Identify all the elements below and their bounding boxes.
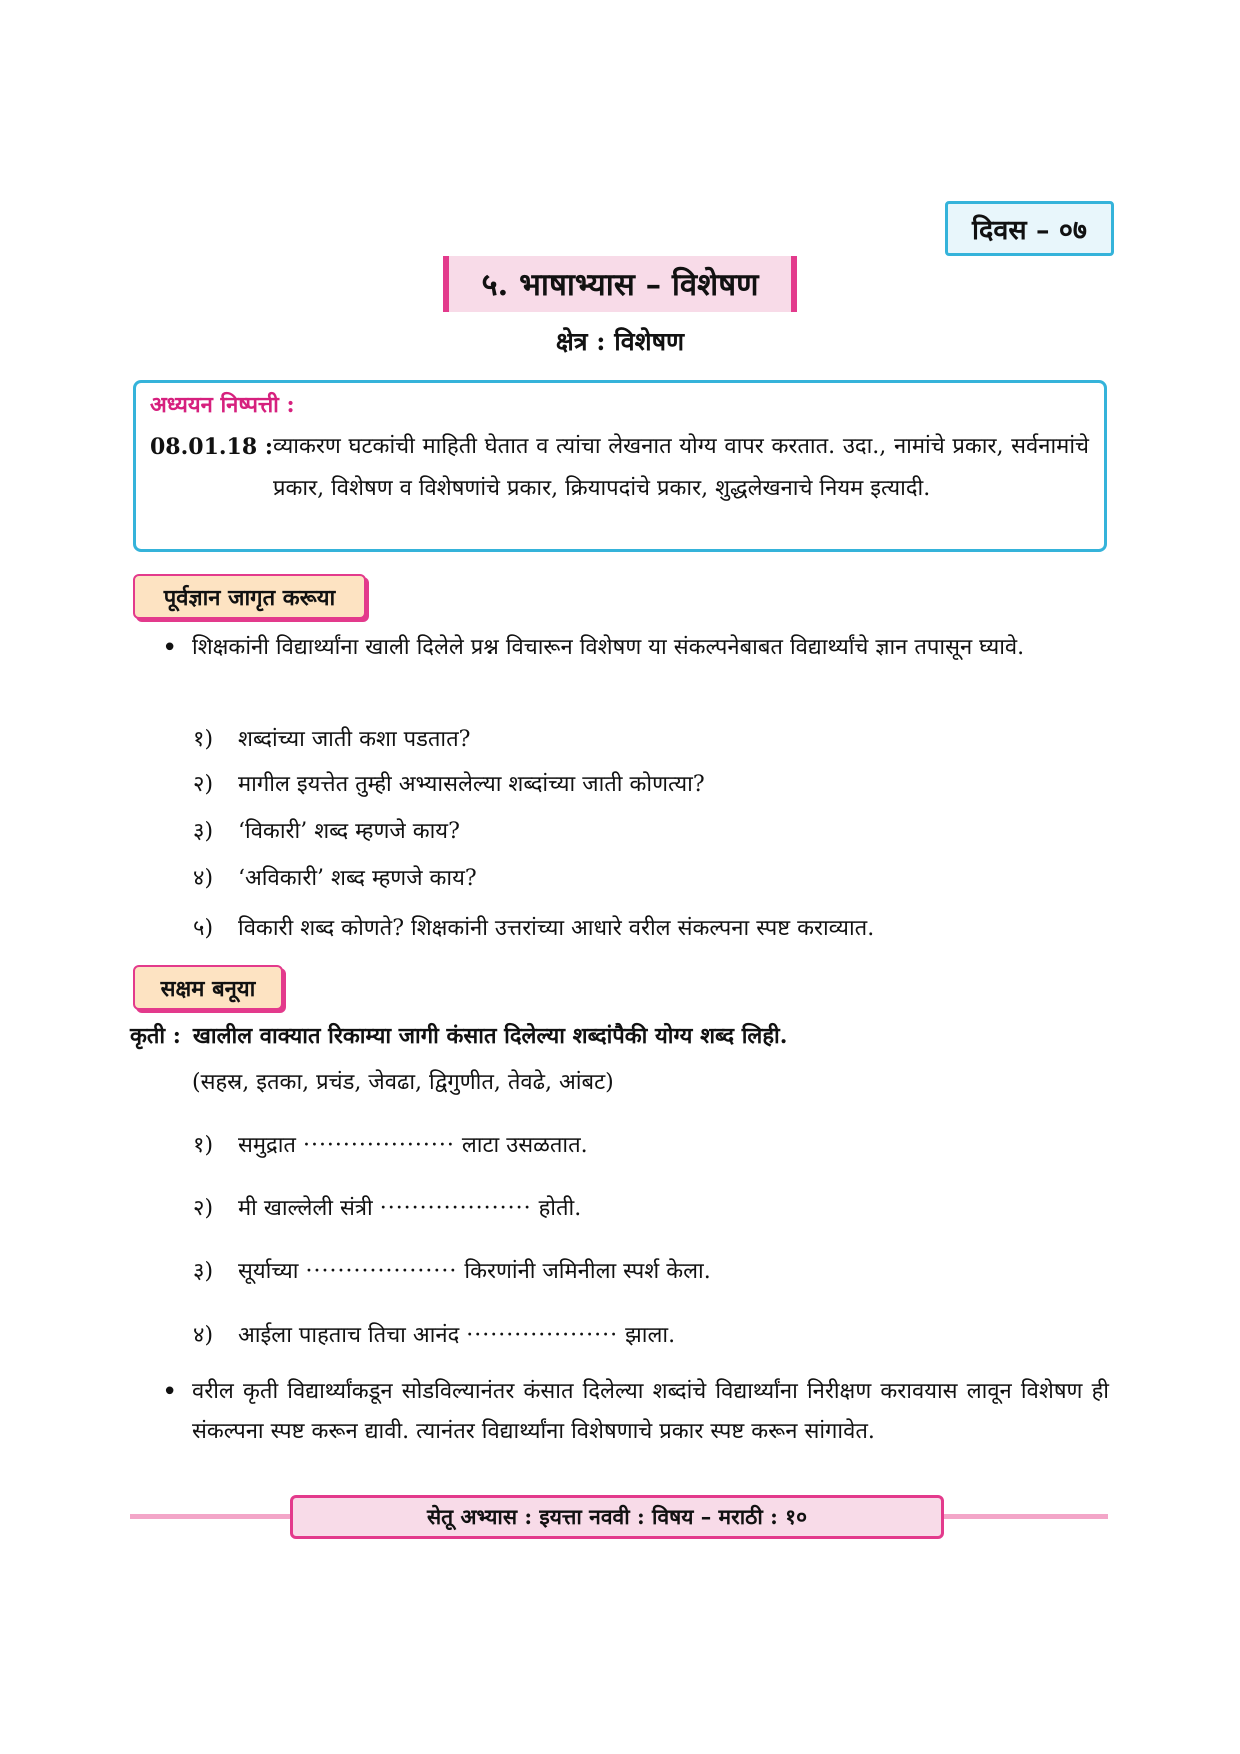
bullet: • bbox=[162, 633, 178, 663]
fill-blank-sentence: सूर्याच्या ··················· किरणांनी जमिनीला स्पर्श केला. bbox=[238, 1259, 711, 1284]
task-instruction bbox=[130, 1020, 787, 1050]
learning-outcome-text: व्याकरण घटकांची माहिती घेतात व त्यांचा लेखनात योग्य वापर करतात. उदा., नामांचे प्रकार, सर्वनामांचे प्रकार, विशेषण व विशेषणांचे प्रकार, क्रियापदांचे प्रकार, शुद्धलेखनाचे नियम इत्यादी. bbox=[273, 434, 1089, 501]
question-number: ४) bbox=[193, 866, 214, 891]
question-number: २) bbox=[193, 772, 214, 797]
day-label: दिवस – ०७ bbox=[945, 201, 1114, 256]
question-number: ३) bbox=[193, 819, 214, 844]
blank: ··················· bbox=[305, 1259, 458, 1284]
area-heading: क्षेत्र : विशेषण bbox=[555, 327, 685, 356]
question-text: शब्दांच्या जाती कशा पडतात? bbox=[238, 727, 471, 752]
teacher-note: वरील कृती विद्यार्थ्यांकडून सोडविल्यानंतर कंसात दिलेल्या शब्दांचे विद्यार्थ्यांना निरीक्षण करावयास लावून विशेषण ही संकल्पना स्पष्ट करून द्यावी. त्यानंतर विद्यार्थ्यांना विशेषणाचे प्रकार स्पष्ट करून सांगावेत. bbox=[192, 1379, 1109, 1444]
fill-blank-sentence: मी खाल्लेली संत्री ··················· होती. bbox=[238, 1196, 582, 1221]
learning-outcome-code: 08.01.18 : bbox=[150, 434, 273, 460]
question-number: १) bbox=[193, 727, 214, 752]
question-number: ५) bbox=[193, 916, 214, 941]
bullet: • bbox=[162, 1377, 178, 1407]
sentence-number: ४) bbox=[193, 1323, 214, 1348]
word-options: (सहस्र, इतका, प्रचंड, जेवढा, द्विगुणीत, तेवढे, आंबट) bbox=[192, 1070, 614, 1095]
question-text: ‘विकारी’ शब्द म्हणजे काय? bbox=[238, 819, 460, 844]
sentence-number: २) bbox=[193, 1196, 214, 1221]
question-text: ‘अविकारी’ शब्द म्हणजे काय? bbox=[238, 866, 477, 891]
prior-knowledge-heading: पूर्वज्ञान जागृत करूया bbox=[133, 574, 366, 619]
footer-label: सेतू अभ्यास : इयत्ता नववी : विषय – मराठी : १० bbox=[290, 1495, 944, 1539]
blank: ··················· bbox=[379, 1196, 532, 1221]
blank: ··················· bbox=[302, 1133, 455, 1158]
chapter-title: ५. भाषाभ्यास – विशेषण bbox=[443, 256, 797, 312]
task-label: कृती : bbox=[130, 1023, 181, 1049]
become-capable-heading: सक्षम बनूया bbox=[133, 965, 283, 1010]
fill-blank-sentence: आईला पाहताच तिचा आनंद ··················· झाला. bbox=[238, 1323, 676, 1348]
prior-knowledge-intro: शिक्षकांनी विद्यार्थ्यांना खाली दिलेले प्रश्न विचारून विशेषण या संकल्पनेबाबत विद्यार्थ्यांचे ज्ञान तपासून घ्यावे. bbox=[192, 635, 1025, 660]
question-text: विकारी शब्द कोणते? शिक्षकांनी उत्तरांच्या आधारे वरील संकल्पना स्पष्ट कराव्यात. bbox=[238, 916, 875, 941]
task-text: खालील वाक्यात रिकाम्या जागी कंसात दिलेल्या शब्दांपैकी योग्य शब्द लिही. bbox=[192, 1023, 788, 1049]
sentence-number: ३) bbox=[193, 1259, 214, 1284]
blank: ··················· bbox=[466, 1323, 619, 1348]
fill-blank-sentence: समुद्रात ··················· लाटा उसळतात. bbox=[238, 1133, 588, 1158]
learning-outcome-heading: अध्ययन निष्पत्ती : bbox=[150, 392, 295, 418]
sentence-number: १) bbox=[193, 1133, 214, 1158]
question-text: मागील इयत्तेत तुम्ही अभ्यासलेल्या शब्दांच्या जाती कोणत्या? bbox=[238, 772, 705, 797]
